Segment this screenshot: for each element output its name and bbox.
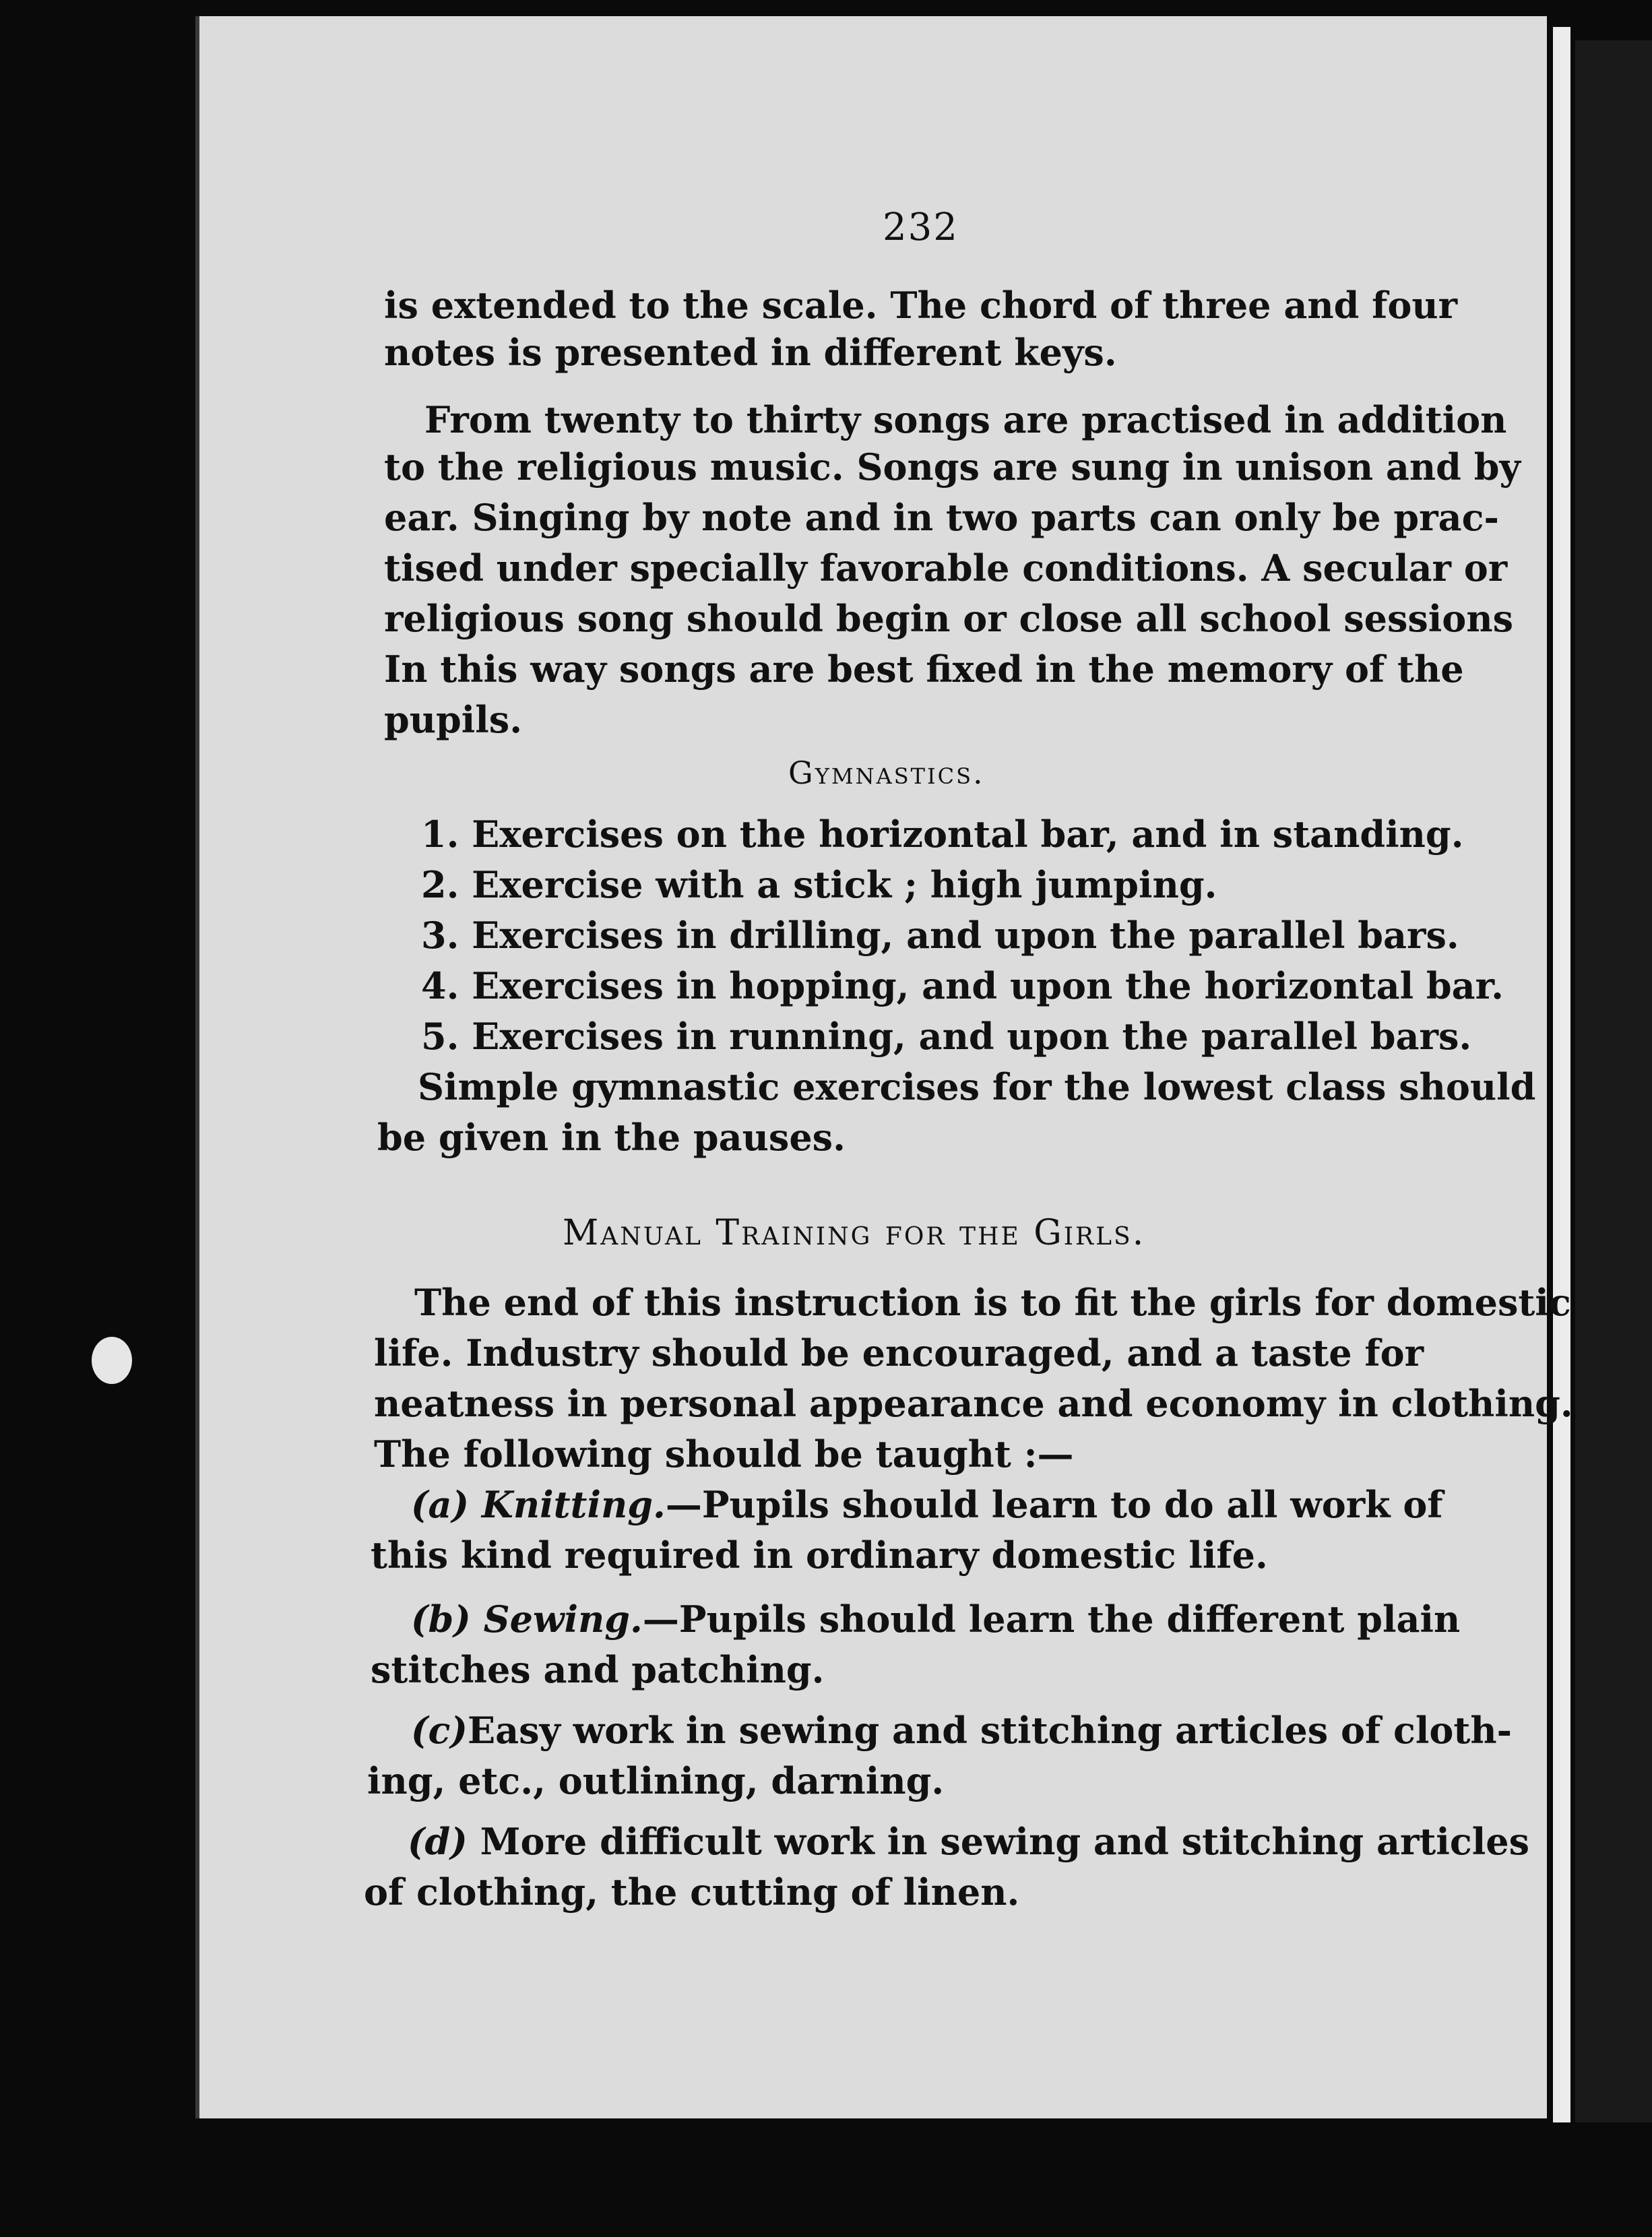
list-item: 5. Exercises in running, and upon the parallel bars.: [421, 1015, 1472, 1058]
text-line: religious song should begin or close all school sessions: [384, 597, 1513, 640]
item-text: Easy work in sewing and stitching articles of cloth-: [467, 1709, 1513, 1752]
text-line: In this way songs are best fixed in the memory of the: [384, 648, 1464, 691]
item-label: (b): [411, 1598, 471, 1641]
item-text: More difficult work in sewing and stitching articles: [480, 1820, 1530, 1863]
item-label: (a): [411, 1483, 470, 1526]
list-item: 3. Exercises in drilling, and upon the parallel bars.: [421, 914, 1459, 957]
item-label: (d): [408, 1820, 468, 1863]
section-heading-manual-training: Manual Training for the Girls.: [563, 1213, 1146, 1253]
adjacent-page-edge: [1575, 40, 1652, 2122]
list-item-b: [411, 1597, 1460, 1641]
page-number: 232: [883, 206, 959, 249]
text-line: tised under specially favorable conditions. A secular or: [384, 546, 1508, 590]
text-line: pupils.: [384, 698, 523, 741]
paper-speck: [92, 1337, 132, 1384]
item-text: —Pupils should learn to do all work of: [665, 1483, 1443, 1526]
text-line: ear. Singing by note and in two parts can only be prac-: [384, 496, 1499, 539]
text-line: stitches and patching.: [371, 1648, 825, 1691]
item-text: —Pupils should learn the different plain: [642, 1598, 1461, 1641]
text-line: From twenty to thirty songs are practised in addition: [424, 398, 1507, 441]
list-item-c: [411, 1708, 1512, 1753]
text-line: is extended to the scale. The chord of three and four: [384, 284, 1458, 327]
list-item: 1. Exercises on the horizontal bar, and in standing.: [421, 813, 1464, 856]
text-line: this kind required in ordinary domestic life.: [371, 1534, 1268, 1577]
item-label: (c): [411, 1709, 468, 1752]
list-item: 4. Exercises in hopping, and upon the horizontal bar.: [421, 964, 1504, 1007]
section-heading-gymnastics: Gymnastics.: [788, 755, 985, 791]
text-line: notes is presented in different keys.: [384, 331, 1117, 374]
list-item-d: [408, 1819, 1529, 1864]
text-line: neatness in personal appearance and economy in clothing.: [374, 1382, 1573, 1425]
page-edge-strip: [1553, 27, 1570, 2122]
text-line: be given in the pauses.: [377, 1116, 846, 1159]
item-term: Knitting.: [481, 1483, 666, 1526]
list-item-a: [411, 1482, 1443, 1527]
text-line: The end of this instruction is to fit the girls for domestic: [414, 1281, 1571, 1324]
text-line: ing, etc., outlining, darning.: [367, 1759, 945, 1802]
text-line: of clothing, the cutting of linen.: [364, 1870, 1020, 1914]
text-line: life. Industry should be encouraged, and a taste for: [374, 1331, 1424, 1375]
text-line: Simple gymnastic exercises for the lowest class should: [418, 1065, 1536, 1108]
text-line: to the religious music. Songs are sung in unison and by: [384, 445, 1521, 489]
text-line: The following should be taught :—: [374, 1432, 1074, 1476]
item-term: Sewing.: [483, 1598, 643, 1641]
list-item: 2. Exercise with a stick ; high jumping.: [421, 863, 1217, 906]
